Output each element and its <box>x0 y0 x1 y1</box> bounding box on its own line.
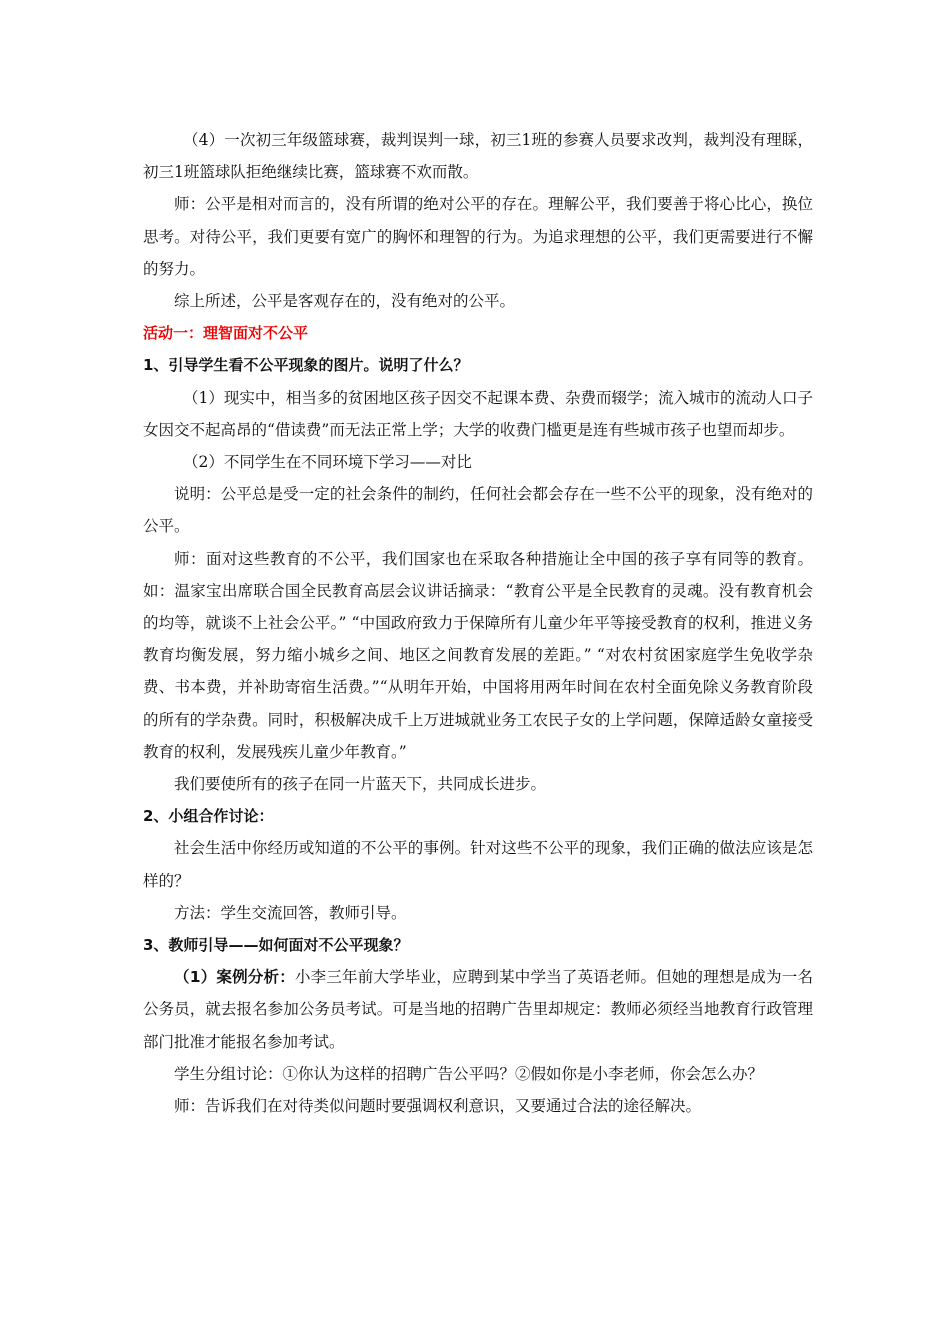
paragraph-summary: 综上所述，公平是客观存在的，没有绝对的公平。 <box>174 292 516 311</box>
heading-section-2: 2、小组合作讨论： <box>143 807 274 826</box>
paragraph-reality: （1）现实中，相当多的贫困地区孩子因交不起课本费、杂费而辍学；流入城市的流动人口子女因交不起高昂的“借读费”而无法正常上学；大学的收费门槛更是连有些城市孩子也望而却步。 <box>143 388 813 439</box>
case-analysis-label: （1）案例分析： <box>174 968 295 987</box>
paragraph-blue-sky: 我们要使所有的孩子在同一片蓝天下，共同成长进步。 <box>174 775 547 794</box>
paragraph-case-analysis <box>143 961 813 1058</box>
document-body <box>143 124 813 1122</box>
paragraph-teacher-conclusion: 师：告诉我们在对待类似问题时要强调权利意识，又要通过合法的途径解决。 <box>174 1097 702 1116</box>
heading-activity-one: 活动一：理智面对不公平 <box>143 324 309 343</box>
paragraph-education-quote: 师：面对这些教育的不公平，我们国家也在采取各种措施让全中国的孩子享有同等的教育。如：温家宝出席联合国全民教育高层会议讲话摘录：“教育公平是全民教育的灵魂。没有教育机会的均等，就谈不上社会公平。” “中国政府致力于保障所有儿童少年平等接受教育的权利，推进义务教育均衡发展，努力缩小城乡之间、地区之间教育发展的差距。” “对农村贫困家庭学生免收学杂费、书本费，并补助寄宿生活费。”“从明年开始，中国将用两年时间在农村全面免除义务教育阶段的所有的学杂费。同时，积极解决成千上万进城就业务工农民子女的上学问题，保障适龄女童接受教育的权利，发展残疾儿童少年教育。” <box>143 549 813 761</box>
heading-section-3: 3、教师引导——如何面对不公平现象？ <box>143 936 409 955</box>
paragraph-basketball-example: （4）一次初三年级篮球赛，裁判误判一球，初三1班的参赛人员要求改判，裁判没有理睬，初三1班篮球队拒绝继续比赛，篮球赛不欢而散。 <box>143 131 813 182</box>
case-analysis-text: 小李三年前大学毕业，应聘到某中学当了英语老师。但她的理想是成为一名公务员，就去报名参加公务员考试。可是当地的招聘广告里却规定：教师必须经当地教育行政管理部门批准才能报名参加考试。 <box>143 968 813 1051</box>
heading-section-1: 1、引导学生看不公平现象的图片。说明了什么？ <box>143 356 469 375</box>
paragraph-explanation: 说明：公平总是受一定的社会条件的制约，任何社会都会存在一些不公平的现象，没有绝对的公平。 <box>143 485 813 536</box>
paragraph-method: 方法：学生交流回答，教师引导。 <box>174 903 407 922</box>
paragraph-teacher-fairness: 师：公平是相对而言的，没有所谓的绝对公平的存在。理解公平，我们要善于将心比心，换位思考。对待公平，我们更要有宽广的胸怀和理智的行为。为追求理想的公平，我们更需要进行不懈的努力。 <box>143 195 813 278</box>
paragraph-comparison: （2）不同学生在不同环境下学习——对比 <box>183 453 472 472</box>
paragraph-group-discussion: 学生分组讨论：①你认为这样的招聘广告公平吗？②假如你是小李老师，你会怎么办？ <box>174 1064 764 1083</box>
paragraph-discussion: 社会生活中你经历或知道的不公平的事例。针对这些不公平的现象，我们正确的做法应该是怎样的？ <box>143 839 813 890</box>
